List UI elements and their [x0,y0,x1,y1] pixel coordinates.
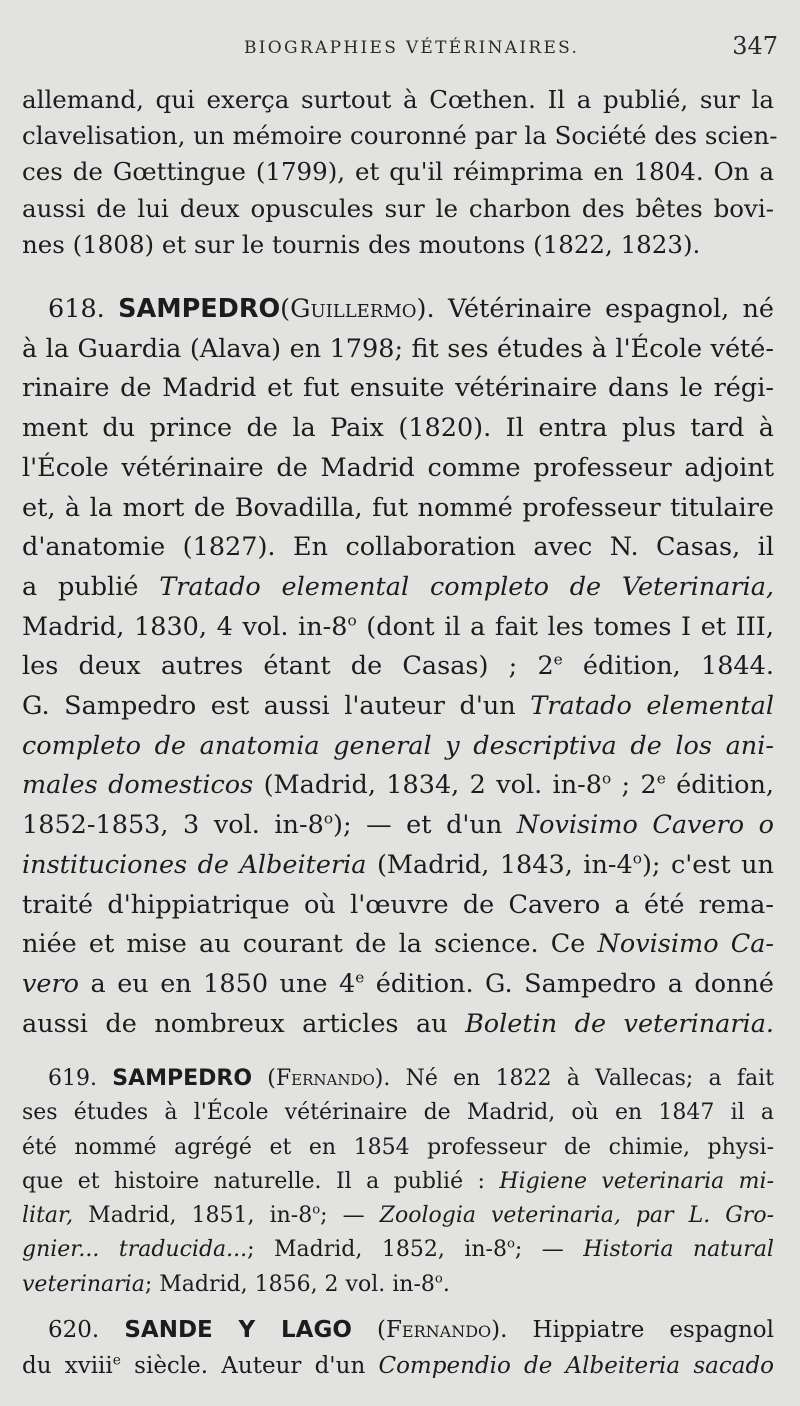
entry-text: G. Sampedro est aussi l'auteur d'un [22,691,516,722]
text-line [22,608,774,648]
entry-given-name: (Fernando). [267,1066,391,1091]
text-line [22,290,774,330]
book-title: Compendio de Albeiteria sacado [378,1353,775,1379]
text-line [22,1268,774,1302]
text-line [22,1165,774,1199]
entry-text: niée et mise au courant de la science. Ce [22,929,586,960]
book-title: vero [22,968,80,999]
book-title: males domesticos [22,770,254,801]
entry-number: 619. [48,1066,97,1091]
text-line: ment du prince de la Paix (1820). Il entra plus tard à [22,413,774,444]
book-title: Tratado elemental [530,691,774,722]
text-line [22,1199,774,1233]
running-title: BIOGRAPHIES VÉTÉRINAIRES. [244,38,580,58]
entry-text: siècle. Auteur d'un [120,1353,366,1379]
superscript: o [312,1202,321,1218]
book-title: litar, [22,1203,74,1229]
entry-text: édition, 1844. [562,651,774,682]
entry-text: a eu en 1850 une 4 [79,968,356,999]
text-line [22,647,774,687]
text-line: et, à la mort de Bovadilla, fut nommé professeur titulaire [22,492,774,523]
entry-text: Hippiatre espagnol [532,1317,775,1343]
entry-text: 1852-1853, 3 vol. in-8 [22,810,324,841]
superscript: o [601,769,612,788]
text-line: ses études à l'École vétérinaire de Madrid, où en 1847 il a [22,1100,774,1126]
superscript: e [656,769,666,788]
page-number: 347 [732,32,778,60]
page-header [0,30,800,60]
book-title: instituciones de Albeiteria [22,849,367,880]
text-line [22,1312,774,1348]
text-line: nes (1808) et sur le tournis des moutons (1822, 1823). [22,229,701,259]
entry-text: que et histoire naturelle. Il a publié : [22,1168,485,1194]
superscript: o [506,1237,515,1253]
text-line [22,687,774,727]
text-line: l'École vétérinaire de Madrid comme professeur adjoint [22,452,774,483]
entry-text: (Madrid, 1843, in-4 [366,849,633,880]
book-title: veterinaria [22,1271,145,1297]
book-title: gnier... traducida... [22,1237,248,1263]
entry-text: aussi de nombreux articles au [22,1008,448,1039]
text-line: rinaire de Madrid et fut ensuite vétérinaire dans le régi- [22,373,774,404]
book-title: Historia natural [583,1237,774,1263]
entry-surname: SANDE Y LAGO [124,1317,352,1343]
entry-620 [22,1312,774,1384]
entry-text: Né en 1822 à Vallecas; a fait [405,1066,774,1091]
text-line: ces de Gœttingue (1799), et qu'il réimprima en 1804. On a [22,157,774,187]
text-line: aussi de lui deux opuscules sur le charbon des bêtes bovi- [22,193,774,223]
superscript: o [323,809,334,828]
entry-text: Madrid, 1830, 4 vol. in-8 [22,611,348,642]
text-line: clavelisation, un mémoire couronné par la Société des scien- [22,121,778,151]
book-title: Boletin de veterinaria. [465,1008,775,1039]
entry-text: (dont il a fait les tomes I et III, [356,611,774,642]
superscript: e [355,968,365,987]
entry-given-name: (Fernando). [376,1317,508,1343]
book-title: completo de anatomia general y descriptiva de los ani- [22,730,774,761]
entry-text: du xviii [22,1353,113,1379]
entry-text: a publié [22,571,139,602]
text-line: à la Guardia (Alava) en 1798; fit ses études à l'École vété- [22,333,774,364]
text-line [22,766,774,806]
entry-text: Madrid, 1851, in-8 [73,1203,313,1229]
entry-text: les deux autres étant de Casas) ; 2 [22,651,554,682]
entry-text: ; — [320,1203,365,1229]
book-title: Tratado elemental completo de Veterinaria, [159,571,775,602]
entry-number: 620. [48,1317,100,1343]
superscript: e [112,1352,121,1369]
entry-surname: SAMPEDRO [112,1066,253,1091]
entry-text: édition, [665,770,774,801]
book-title: Zoologia veterinaria, par L. Gro- [379,1203,775,1229]
text-line: d'anatomie (1827). En collaboration avec N. Casas, il [22,532,774,563]
text-line [22,1348,774,1384]
text-line [22,846,774,886]
entry-619 [22,1062,774,1302]
superscript: o [434,1271,443,1287]
entry-text: édition. G. Sampedro a donné [364,968,774,999]
entry-text: ); — et d'un [333,810,503,841]
entry-text: ; Madrid, 1852, in-8 [247,1237,507,1263]
entry-surname: SAMPEDRO [118,294,281,324]
text-line [22,568,774,608]
entry-text: (Madrid, 1834, 2 vol. in-8 [253,770,602,801]
text-line: traité d'hippiatrique où l'œuvre de Cavero a été rema- [22,889,774,920]
entry-text: Vétérinaire espagnol, né [447,294,775,324]
intro-paragraph [22,82,778,263]
text-line [22,965,774,1005]
superscript: o [347,611,357,630]
book-title: Novisimo Ca- [597,929,775,960]
entry-number: 618. [48,294,105,324]
entry-618 [22,290,774,1044]
entry-text: ); c'est un [641,849,774,880]
text-line [22,925,774,965]
entry-text: ; 2 [611,770,657,801]
superscript: o [632,849,642,868]
entry-text: ; Madrid, 1856, 2 vol. in-8 [144,1271,435,1297]
entry-text: ; — [514,1237,564,1263]
entry-given-name: (Guillermo). [280,294,435,324]
superscript: e [553,650,563,669]
book-title: Novisimo Cavero o [516,810,774,841]
text-line: été nommé agrégé et en 1854 professeur de chimie, physi- [22,1134,774,1160]
text-line [22,806,774,846]
book-title: Higiene veterinaria mi- [499,1168,774,1194]
text-line [22,1005,774,1045]
text-line [22,1233,774,1267]
text-line: allemand, qui exerça surtout à Cœthen. Il a publié, sur la [22,85,774,114]
entry-text: . [442,1271,450,1297]
text-line [22,1062,774,1096]
